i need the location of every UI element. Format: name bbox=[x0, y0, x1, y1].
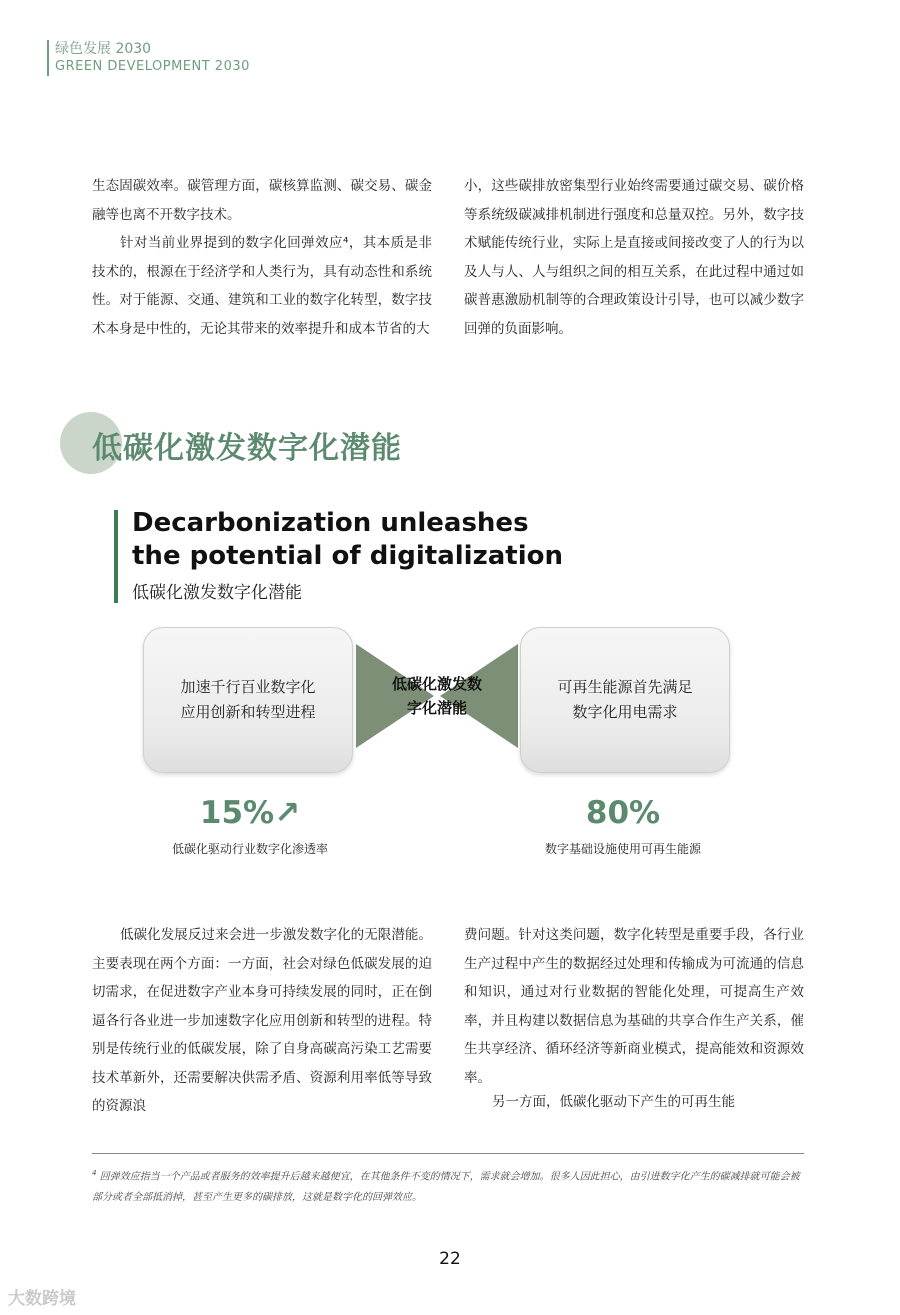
stat-right-value: 80% bbox=[585, 795, 661, 831]
watermark: 大数跨境 bbox=[8, 1289, 76, 1309]
body-paragraph-bottom-right: 费问题。针对这类问题，数字化转型是重要手段，各行业生产过程中产生的数据经过处理和传输成为可流通的信息和知识，通过对行业数据的智能化处理，可提高生产效率，并且构建以数据信息为基础的共享合作生产关系，催生共享经济、循环经济等新商业模式，提高能效和资源效率。 bbox=[464, 927, 804, 1086]
header-title-zh: 绿色发展 2030 bbox=[55, 41, 152, 57]
footnote bbox=[92, 1163, 806, 1208]
stat-left bbox=[150, 795, 350, 831]
infographic-title-en-line1: Decarbonization unleashes bbox=[132, 508, 529, 538]
body-paragraph-top-left-1: 生态固碳效率。碳管理方面，碳核算监测、碳交易、碳金融等也离不开数字技术。 bbox=[92, 178, 432, 223]
stat-left-label: 低碳化驱动行业数字化渗透率 bbox=[171, 842, 328, 856]
left-box-text: 加速千行百业数字化 应用创新和转型进程 bbox=[180, 678, 316, 721]
footnote-text: 回弹效应指当一个产品或者服务的效率提升后越来越便宜，在其他条件不变的情况下，需求就会增加。很多人因此担心，由引进数字化产生的碳减排就可能会被部分或者全部抵消掉，甚至产生更多的碳排放，这就是数字化的回弹效应。 bbox=[92, 1171, 800, 1204]
infographic-title-en bbox=[132, 507, 563, 573]
right-box-text: 可再生能源首先满足 数字化用电需求 bbox=[557, 678, 693, 721]
center-label: 低碳化激发数 字化潜能 bbox=[391, 675, 482, 717]
section-title: 低碳化激发数字化潜能 bbox=[92, 431, 402, 466]
right-box bbox=[520, 627, 730, 773]
stat-left-value: 15% bbox=[199, 795, 275, 831]
body-paragraph-top-left-2: 针对当前业界提到的数字化回弹效应⁴，其本质是非技术的，根源在于经济学和人类行为，具有动态性和系统性。对于能源、交通、建筑和工业的数字化转型，数字技术本身是中性的，无论其带来的效率提升和成本节省的大 bbox=[92, 235, 432, 337]
footnote-mark: 4 bbox=[92, 1169, 97, 1177]
page-number: 22 bbox=[439, 1249, 461, 1269]
up-arrow-icon: ↗ bbox=[274, 795, 301, 831]
left-box bbox=[143, 627, 353, 773]
footnote-divider bbox=[92, 1153, 804, 1154]
stat-right bbox=[523, 795, 723, 831]
infographic-title-zh: 低碳化激发数字化潜能 bbox=[132, 583, 302, 603]
running-header bbox=[47, 40, 250, 76]
header-title-en: GREEN DEVELOPMENT 2030 bbox=[55, 59, 250, 74]
body-paragraph-bottom-left: 低碳化发展反过来会进一步激发数字化的无限潜能。主要表现在两个方面：一方面，社会对绿色低碳发展的迫切需求，在促进数字产业本身可持续发展的同时，正在倒逼各行各业进一步加速数字化应用创新和转型的进程。特别是传统行业的低碳发展，除了自身高碳高污染工艺需要技术革新外，还需要解决供需矛盾、资源利用率低等导致的资源浪 bbox=[92, 927, 432, 1114]
body-paragraph-bottom-right-2: 另一方面，低碳化驱动下产生的可再生能 bbox=[492, 1094, 735, 1110]
infographic-title-en-line2: the potential of digitalization bbox=[132, 541, 563, 571]
infographic-accent-bar bbox=[114, 510, 118, 603]
body-paragraph-top-right: 小，这些碳排放密集型行业始终需要通过碳交易、碳价格等系统级碳减排机制进行强度和总量双控。另外，数字技术赋能传统行业，实际上是直接或间接改变了人的行为以及人与人、人与组织之间的相互关系，在此过程中通过如碳普惠激励机制等的合理政策设计引导，也可以减少数字回弹的负面影响。 bbox=[464, 178, 804, 337]
stat-right-label: 数字基础设施使用可再生能源 bbox=[544, 842, 701, 856]
